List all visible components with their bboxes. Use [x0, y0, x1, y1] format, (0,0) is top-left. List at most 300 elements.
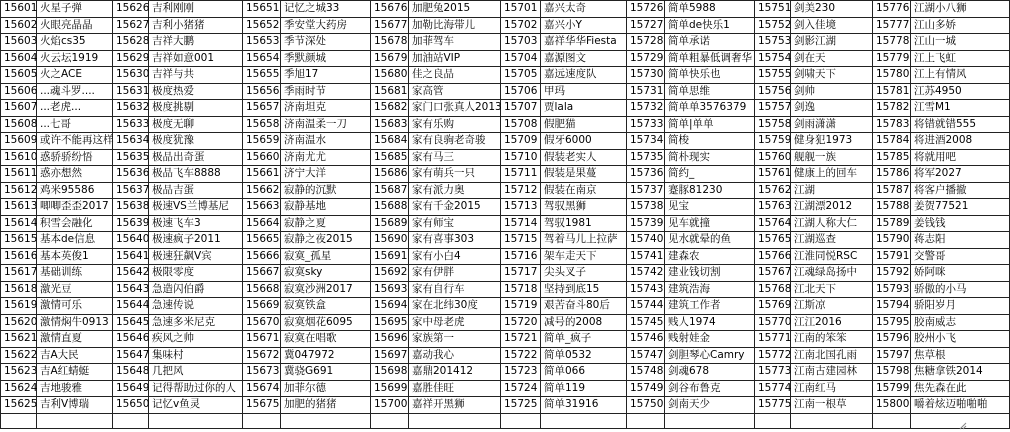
id-cell[interactable]: 15660 — [243, 149, 281, 166]
id-cell[interactable]: 15681 — [371, 83, 409, 100]
name-cell[interactable]: 或许不能再这样 — [37, 133, 113, 150]
id-cell[interactable]: 15773 — [755, 364, 791, 381]
id-cell[interactable]: 15658 — [243, 116, 281, 133]
id-cell[interactable]: 15648 — [113, 364, 149, 381]
name-cell[interactable]: 急速多米尼克 — [149, 314, 243, 331]
id-cell[interactable]: 15656 — [243, 83, 281, 100]
name-cell[interactable]: 简梭 — [665, 133, 755, 150]
id-cell[interactable]: 15752 — [755, 17, 791, 34]
name-cell[interactable]: 加肥的猪猪 — [281, 397, 371, 414]
id-cell[interactable]: 15645 — [113, 314, 149, 331]
name-cell[interactable]: 家有萌兵一只 — [409, 166, 501, 183]
name-cell[interactable]: 嘉祥开黑狮 — [409, 397, 501, 414]
name-cell[interactable]: 简单119 — [541, 380, 627, 397]
name-cell[interactable]: 简单|单单 — [665, 116, 755, 133]
name-cell[interactable]: 激情焖牛0913 — [37, 314, 113, 331]
name-cell[interactable]: 江魂绿岛扬中 — [791, 265, 873, 282]
id-cell[interactable]: 15745 — [627, 314, 665, 331]
id-cell[interactable]: 15749 — [627, 380, 665, 397]
name-cell[interactable]: 蹇豚81230 — [665, 182, 755, 199]
name-cell[interactable]: 家有自行车 — [409, 281, 501, 298]
name-cell[interactable]: 鸡米95586 — [37, 182, 113, 199]
id-cell[interactable]: 15665 — [243, 232, 281, 249]
id-cell[interactable]: 15747 — [627, 347, 665, 364]
name-cell[interactable]: 季安堂大药房 — [281, 17, 371, 34]
name-cell[interactable]: 极品飞车8888 — [149, 166, 243, 183]
id-cell[interactable]: 15605 — [1, 67, 37, 84]
empty-cell[interactable] — [371, 413, 409, 428]
id-cell[interactable]: 15695 — [371, 314, 409, 331]
name-cell[interactable]: 见车就撞 — [665, 215, 755, 232]
name-cell[interactable]: ...老虎... — [37, 100, 113, 117]
id-cell[interactable]: 15698 — [371, 364, 409, 381]
id-cell[interactable]: 15630 — [113, 67, 149, 84]
name-cell[interactable]: 假牙6000 — [541, 133, 627, 150]
name-cell[interactable]: 坚持到底15 — [541, 281, 627, 298]
name-cell[interactable]: 江南北国孔雨 — [791, 347, 873, 364]
id-cell[interactable]: 15781 — [873, 83, 911, 100]
name-cell[interactable]: 家有千金2015 — [409, 199, 501, 216]
id-cell[interactable]: 15635 — [113, 149, 149, 166]
name-cell[interactable]: 寂静的沉默 — [281, 182, 371, 199]
id-cell[interactable]: 15760 — [755, 149, 791, 166]
name-cell[interactable]: 火眼亮晶晶 — [37, 17, 113, 34]
name-cell[interactable]: 家有小白4 — [409, 248, 501, 265]
name-cell[interactable]: 江斯凉 — [791, 298, 873, 315]
id-cell[interactable]: 15719 — [501, 298, 541, 315]
id-cell[interactable]: 15761 — [755, 166, 791, 183]
id-cell[interactable]: 15609 — [1, 133, 37, 150]
id-cell[interactable]: 15696 — [371, 331, 409, 348]
id-cell[interactable]: 15646 — [113, 331, 149, 348]
id-cell[interactable]: 15779 — [873, 50, 911, 67]
id-cell[interactable]: 15784 — [873, 133, 911, 150]
id-cell[interactable]: 15783 — [873, 116, 911, 133]
name-cell[interactable]: 简单066 — [541, 364, 627, 381]
id-cell[interactable]: 15616 — [1, 248, 37, 265]
id-cell[interactable]: 15800 — [873, 397, 911, 414]
name-cell[interactable]: 剑南天少 — [665, 397, 755, 414]
empty-cell[interactable] — [409, 413, 501, 428]
id-cell[interactable]: 15716 — [501, 248, 541, 265]
name-cell[interactable]: 简单粗暴低调奢华 — [665, 50, 755, 67]
name-cell[interactable]: 激情可乐 — [37, 298, 113, 315]
id-cell[interactable]: 15768 — [755, 281, 791, 298]
name-cell[interactable]: 姜贺77521 — [911, 199, 1010, 216]
name-cell[interactable]: 加油站VIP — [409, 50, 501, 67]
id-cell[interactable]: 15775 — [755, 397, 791, 414]
id-cell[interactable]: 15735 — [627, 149, 665, 166]
name-cell[interactable]: 剑雨潇潇 — [791, 116, 873, 133]
name-cell[interactable]: 家有良驹老奇骏 — [409, 133, 501, 150]
empty-cell[interactable] — [665, 413, 755, 428]
id-cell[interactable]: 15614 — [1, 215, 37, 232]
id-cell[interactable]: 15602 — [1, 17, 37, 34]
name-cell[interactable]: 焦先森在此 — [911, 380, 1010, 397]
id-cell[interactable]: 15723 — [501, 364, 541, 381]
name-cell[interactable]: 健身犯1973 — [791, 133, 873, 150]
empty-cell[interactable] — [873, 413, 911, 428]
name-cell[interactable]: 尖头叉子 — [541, 265, 627, 282]
name-cell[interactable]: 江湖 — [791, 182, 873, 199]
id-cell[interactable]: 15627 — [113, 17, 149, 34]
id-cell[interactable]: 15771 — [755, 331, 791, 348]
id-cell[interactable]: 15756 — [755, 83, 791, 100]
name-cell[interactable]: 剑谷布鲁克 — [665, 380, 755, 397]
id-cell[interactable]: 15666 — [243, 248, 281, 265]
id-cell[interactable]: 15622 — [1, 347, 37, 364]
empty-cell[interactable] — [541, 413, 627, 428]
name-cell[interactable]: 济宁大洋 — [281, 166, 371, 183]
name-cell[interactable]: 吉A大民 — [37, 347, 113, 364]
id-cell[interactable]: 15606 — [1, 83, 37, 100]
name-cell[interactable]: 加勒比海带儿 — [409, 17, 501, 34]
id-cell[interactable]: 15703 — [501, 34, 541, 51]
id-cell[interactable]: 15762 — [755, 182, 791, 199]
id-cell[interactable]: 15706 — [501, 83, 541, 100]
name-cell[interactable]: 吉利刚刚 — [149, 1, 243, 18]
id-cell[interactable]: 15647 — [113, 347, 149, 364]
name-cell[interactable]: 基础训练 — [37, 265, 113, 282]
id-cell[interactable]: 15685 — [371, 149, 409, 166]
name-cell[interactable]: 寂寞_孤星 — [281, 248, 371, 265]
id-cell[interactable]: 15795 — [873, 314, 911, 331]
id-cell[interactable]: 15785 — [873, 149, 911, 166]
name-cell[interactable]: 剑帅 — [791, 83, 873, 100]
id-cell[interactable]: 15746 — [627, 331, 665, 348]
name-cell[interactable]: 家有伊胖 — [409, 265, 501, 282]
id-cell[interactable]: 15713 — [501, 199, 541, 216]
name-cell[interactable]: 嘉祥华华Fiesta — [541, 34, 627, 51]
id-cell[interactable]: 15707 — [501, 100, 541, 117]
id-cell[interactable]: 15697 — [371, 347, 409, 364]
name-cell[interactable]: 吉A红蜻蜓 — [37, 364, 113, 381]
name-cell[interactable]: 极品出奇蛋 — [149, 149, 243, 166]
id-cell[interactable]: 15786 — [873, 166, 911, 183]
name-cell[interactable]: 见宝 — [665, 199, 755, 216]
name-cell[interactable]: 剑胆琴心Camry — [665, 347, 755, 364]
name-cell[interactable]: 简单5988 — [665, 1, 755, 18]
id-cell[interactable]: 15764 — [755, 215, 791, 232]
empty-cell[interactable] — [755, 413, 791, 428]
name-cell[interactable]: 嘉兴小Y — [541, 17, 627, 34]
name-cell[interactable]: 嘉动我心 — [409, 347, 501, 364]
name-cell[interactable]: 家有派力奥 — [409, 182, 501, 199]
name-cell[interactable]: 嘉源图文 — [541, 50, 627, 67]
name-cell[interactable]: 简朴现实 — [665, 149, 755, 166]
id-cell[interactable]: 15690 — [371, 232, 409, 249]
name-cell[interactable]: 江南的笨笨 — [791, 331, 873, 348]
id-cell[interactable]: 15741 — [627, 248, 665, 265]
id-cell[interactable]: 15651 — [243, 1, 281, 18]
name-cell[interactable]: 吉利小猪猪 — [149, 17, 243, 34]
name-cell[interactable]: 简单思维 — [665, 83, 755, 100]
id-cell[interactable]: 15677 — [371, 17, 409, 34]
id-cell[interactable]: 15679 — [371, 50, 409, 67]
name-cell[interactable]: 家门口张真人2013 — [409, 100, 501, 117]
id-cell[interactable]: 15664 — [243, 215, 281, 232]
id-cell[interactable]: 15682 — [371, 100, 409, 117]
id-cell[interactable]: 15794 — [873, 298, 911, 315]
name-cell[interactable]: 吉地骏雅 — [37, 380, 113, 397]
id-cell[interactable]: 15636 — [113, 166, 149, 183]
name-cell[interactable]: 集味村 — [149, 347, 243, 364]
id-cell[interactable]: 15629 — [113, 50, 149, 67]
name-cell[interactable]: 蒋志阳 — [911, 232, 1010, 249]
name-cell[interactable]: 极速狂飙V宾 — [149, 248, 243, 265]
id-cell[interactable]: 15782 — [873, 100, 911, 117]
id-cell[interactable]: 15670 — [243, 314, 281, 331]
id-cell[interactable]: 15687 — [371, 182, 409, 199]
name-cell[interactable]: 极速VS兰博基尼 — [149, 199, 243, 216]
name-cell[interactable]: 江山多娇 — [911, 17, 1010, 34]
name-cell[interactable]: 火焰cs35 — [37, 34, 113, 51]
name-cell[interactable]: 嘉兴太奇 — [541, 1, 627, 18]
id-cell[interactable]: 15603 — [1, 34, 37, 51]
name-cell[interactable]: 季节深处 — [281, 34, 371, 51]
id-cell[interactable]: 15608 — [1, 116, 37, 133]
name-cell[interactable]: 简约_ — [665, 166, 755, 183]
id-cell[interactable]: 15757 — [755, 100, 791, 117]
id-cell[interactable]: 15710 — [501, 149, 541, 166]
id-cell[interactable]: 15737 — [627, 182, 665, 199]
name-cell[interactable]: 家高管 — [409, 83, 501, 100]
id-cell[interactable]: 15721 — [501, 331, 541, 348]
name-cell[interactable]: 假肥猫 — [541, 116, 627, 133]
id-cell[interactable]: 15769 — [755, 298, 791, 315]
name-cell[interactable]: 建筑工作者 — [665, 298, 755, 315]
name-cell[interactable]: 贱人1974 — [665, 314, 755, 331]
name-cell[interactable]: 疾风之帅 — [149, 331, 243, 348]
empty-cell[interactable] — [791, 413, 873, 428]
id-cell[interactable]: 15740 — [627, 232, 665, 249]
name-cell[interactable]: 济南坦克 — [281, 100, 371, 117]
name-cell[interactable]: 寂寞在唱歌 — [281, 331, 371, 348]
name-cell[interactable]: 积雪会融化 — [37, 215, 113, 232]
name-cell[interactable]: 江上飞虹 — [911, 50, 1010, 67]
name-cell[interactable]: 唧唧歪歪2017 — [37, 199, 113, 216]
id-cell[interactable]: 15689 — [371, 215, 409, 232]
id-cell[interactable]: 15611 — [1, 166, 37, 183]
name-cell[interactable]: 江北天下 — [791, 281, 873, 298]
name-cell[interactable]: 冀047972 — [281, 347, 371, 364]
name-cell[interactable]: 家在北纬30度 — [409, 298, 501, 315]
name-cell[interactable]: 江淮同悦RSC — [791, 248, 873, 265]
id-cell[interactable]: 15631 — [113, 83, 149, 100]
id-cell[interactable]: 15708 — [501, 116, 541, 133]
id-cell[interactable]: 15792 — [873, 265, 911, 282]
id-cell[interactable]: 15793 — [873, 281, 911, 298]
id-cell[interactable]: 15705 — [501, 67, 541, 84]
name-cell[interactable]: 寂静之夜2015 — [281, 232, 371, 249]
name-cell[interactable]: 舰舰一族 — [791, 149, 873, 166]
name-cell[interactable]: 记忆之城33 — [281, 1, 371, 18]
id-cell[interactable]: 15643 — [113, 281, 149, 298]
name-cell[interactable]: 将错就错555 — [911, 116, 1010, 133]
name-cell[interactable]: 极限零度 — [149, 265, 243, 282]
name-cell[interactable]: 急速传说 — [149, 298, 243, 315]
name-cell[interactable]: 极度犹豫 — [149, 133, 243, 150]
resize-grip-icon[interactable] — [957, 420, 967, 430]
name-cell[interactable]: 剑逸 — [791, 100, 873, 117]
name-cell[interactable]: 激情直夏 — [37, 331, 113, 348]
name-cell[interactable]: 极速飞车3 — [149, 215, 243, 232]
id-cell[interactable]: 15765 — [755, 232, 791, 249]
name-cell[interactable]: 假装老实人 — [541, 149, 627, 166]
name-cell[interactable]: 贾lala — [541, 100, 627, 117]
id-cell[interactable]: 15633 — [113, 116, 149, 133]
id-cell[interactable]: 15728 — [627, 34, 665, 51]
id-cell[interactable]: 15669 — [243, 298, 281, 315]
id-cell[interactable]: 15726 — [627, 1, 665, 18]
name-cell[interactable]: 极度热爱 — [149, 83, 243, 100]
name-cell[interactable]: ...魂斗罗.... — [37, 83, 113, 100]
name-cell[interactable]: 季默颜城 — [281, 50, 371, 67]
name-cell[interactable]: ...七哥 — [37, 116, 113, 133]
id-cell[interactable]: 15797 — [873, 347, 911, 364]
id-cell[interactable]: 15732 — [627, 100, 665, 117]
id-cell[interactable]: 15748 — [627, 364, 665, 381]
empty-cell[interactable] — [627, 413, 665, 428]
empty-cell[interactable] — [501, 413, 541, 428]
name-cell[interactable]: 江南一根草 — [791, 397, 873, 414]
empty-cell[interactable] — [149, 413, 243, 428]
id-cell[interactable]: 15754 — [755, 50, 791, 67]
name-cell[interactable]: 极度无聊 — [149, 116, 243, 133]
name-cell[interactable]: 健康上的回车 — [791, 166, 873, 183]
id-cell[interactable]: 15634 — [113, 133, 149, 150]
id-cell[interactable]: 15699 — [371, 380, 409, 397]
name-cell[interactable]: 嚼着炫迈啪啪啪 — [911, 397, 1010, 414]
name-cell[interactable]: 季雨时节 — [281, 83, 371, 100]
name-cell[interactable]: 姜钱钱 — [911, 215, 1010, 232]
id-cell[interactable]: 15691 — [371, 248, 409, 265]
empty-cell[interactable] — [113, 413, 149, 428]
id-cell[interactable]: 15751 — [755, 1, 791, 18]
id-cell[interactable]: 15674 — [243, 380, 281, 397]
name-cell[interactable]: 艰苦奋斗80后 — [541, 298, 627, 315]
id-cell[interactable]: 15733 — [627, 116, 665, 133]
id-cell[interactable]: 15774 — [755, 380, 791, 397]
id-cell[interactable]: 15722 — [501, 347, 541, 364]
id-cell[interactable]: 15620 — [1, 314, 37, 331]
id-cell[interactable]: 15617 — [1, 265, 37, 282]
id-cell[interactable]: 15704 — [501, 50, 541, 67]
id-cell[interactable]: 15758 — [755, 116, 791, 133]
name-cell[interactable]: 济南温柔一刀 — [281, 116, 371, 133]
name-cell[interactable]: 加肥兔2015 — [409, 1, 501, 18]
id-cell[interactable]: 15730 — [627, 67, 665, 84]
id-cell[interactable]: 15780 — [873, 67, 911, 84]
name-cell[interactable]: 剑入佳境 — [791, 17, 873, 34]
name-cell[interactable]: 家有师宝 — [409, 215, 501, 232]
id-cell[interactable]: 15789 — [873, 215, 911, 232]
name-cell[interactable]: 家族第一 — [409, 331, 501, 348]
name-cell[interactable]: 寂寞铁盒 — [281, 298, 371, 315]
id-cell[interactable]: 15787 — [873, 182, 911, 199]
id-cell[interactable]: 15743 — [627, 281, 665, 298]
name-cell[interactable]: 将军2027 — [911, 166, 1010, 183]
name-cell[interactable]: 建筑浩海 — [665, 281, 755, 298]
name-cell[interactable]: 江南古建园林 — [791, 364, 873, 381]
id-cell[interactable]: 15667 — [243, 265, 281, 282]
name-cell[interactable]: 家有喜事303 — [409, 232, 501, 249]
name-cell[interactable]: 江湖巡查 — [791, 232, 873, 249]
name-cell[interactable]: 将客户播撤 — [911, 182, 1010, 199]
name-cell[interactable]: 家有马三 — [409, 149, 501, 166]
id-cell[interactable]: 15604 — [1, 50, 37, 67]
id-cell[interactable]: 15798 — [873, 364, 911, 381]
name-cell[interactable]: 剑影江湖 — [791, 34, 873, 51]
id-cell[interactable]: 15655 — [243, 67, 281, 84]
id-cell[interactable]: 15694 — [371, 298, 409, 315]
name-cell[interactable]: 简单31916 — [541, 397, 627, 414]
name-cell[interactable]: 季旭17 — [281, 67, 371, 84]
id-cell[interactable]: 15744 — [627, 298, 665, 315]
name-cell[interactable]: 胶州小飞 — [911, 331, 1010, 348]
id-cell[interactable]: 15621 — [1, 331, 37, 348]
id-cell[interactable]: 15711 — [501, 166, 541, 183]
id-cell[interactable]: 15688 — [371, 199, 409, 216]
name-cell[interactable]: 骄傲的小马 — [911, 281, 1010, 298]
id-cell[interactable]: 15618 — [1, 281, 37, 298]
id-cell[interactable]: 15642 — [113, 265, 149, 282]
id-cell[interactable]: 15684 — [371, 133, 409, 150]
id-cell[interactable]: 15791 — [873, 248, 911, 265]
name-cell[interactable]: 简单0532 — [541, 347, 627, 364]
name-cell[interactable]: 寂静基地 — [281, 199, 371, 216]
id-cell[interactable]: 15731 — [627, 83, 665, 100]
id-cell[interactable]: 15623 — [1, 364, 37, 381]
name-cell[interactable]: 江上有情风 — [911, 67, 1010, 84]
name-cell[interactable]: 简单_疯子 — [541, 331, 627, 348]
id-cell[interactable]: 15619 — [1, 298, 37, 315]
name-cell[interactable]: 济南尤尤 — [281, 149, 371, 166]
name-cell[interactable]: 嘉胜佳旺 — [409, 380, 501, 397]
name-cell[interactable]: 嘉远速度队 — [541, 67, 627, 84]
name-cell[interactable]: 极速疯子2011 — [149, 232, 243, 249]
name-cell[interactable]: 简单单3576379 — [665, 100, 755, 117]
name-cell[interactable]: 惑亦想然 — [37, 166, 113, 183]
empty-cell[interactable] — [281, 413, 371, 428]
id-cell[interactable]: 15662 — [243, 182, 281, 199]
name-cell[interactable]: 极品吉蛋 — [149, 182, 243, 199]
name-cell[interactable]: 寂静之夏 — [281, 215, 371, 232]
id-cell[interactable]: 15680 — [371, 67, 409, 84]
id-cell[interactable]: 15654 — [243, 50, 281, 67]
name-cell[interactable]: 火星子弹 — [37, 1, 113, 18]
name-cell[interactable]: 家中母老虎 — [409, 314, 501, 331]
id-cell[interactable]: 15767 — [755, 265, 791, 282]
id-cell[interactable]: 15601 — [1, 1, 37, 18]
name-cell[interactable]: 剑啸天下 — [791, 67, 873, 84]
name-cell[interactable]: 江湖漂2012 — [791, 199, 873, 216]
name-cell[interactable]: 假装在南京 — [541, 182, 627, 199]
id-cell[interactable]: 15692 — [371, 265, 409, 282]
id-cell[interactable]: 15778 — [873, 34, 911, 51]
id-cell[interactable]: 15638 — [113, 199, 149, 216]
name-cell[interactable]: 架车走天下 — [541, 248, 627, 265]
name-cell[interactable]: 冀骁G691 — [281, 364, 371, 381]
id-cell[interactable]: 15640 — [113, 232, 149, 249]
name-cell[interactable]: 激光豆 — [37, 281, 113, 298]
name-cell[interactable]: 甲玛 — [541, 83, 627, 100]
id-cell[interactable]: 15683 — [371, 116, 409, 133]
name-cell[interactable]: 剑美230 — [791, 1, 873, 18]
name-cell[interactable]: 驾驭黑狮 — [541, 199, 627, 216]
id-cell[interactable]: 15625 — [1, 397, 37, 414]
name-cell[interactable]: 佳之良品 — [409, 67, 501, 84]
